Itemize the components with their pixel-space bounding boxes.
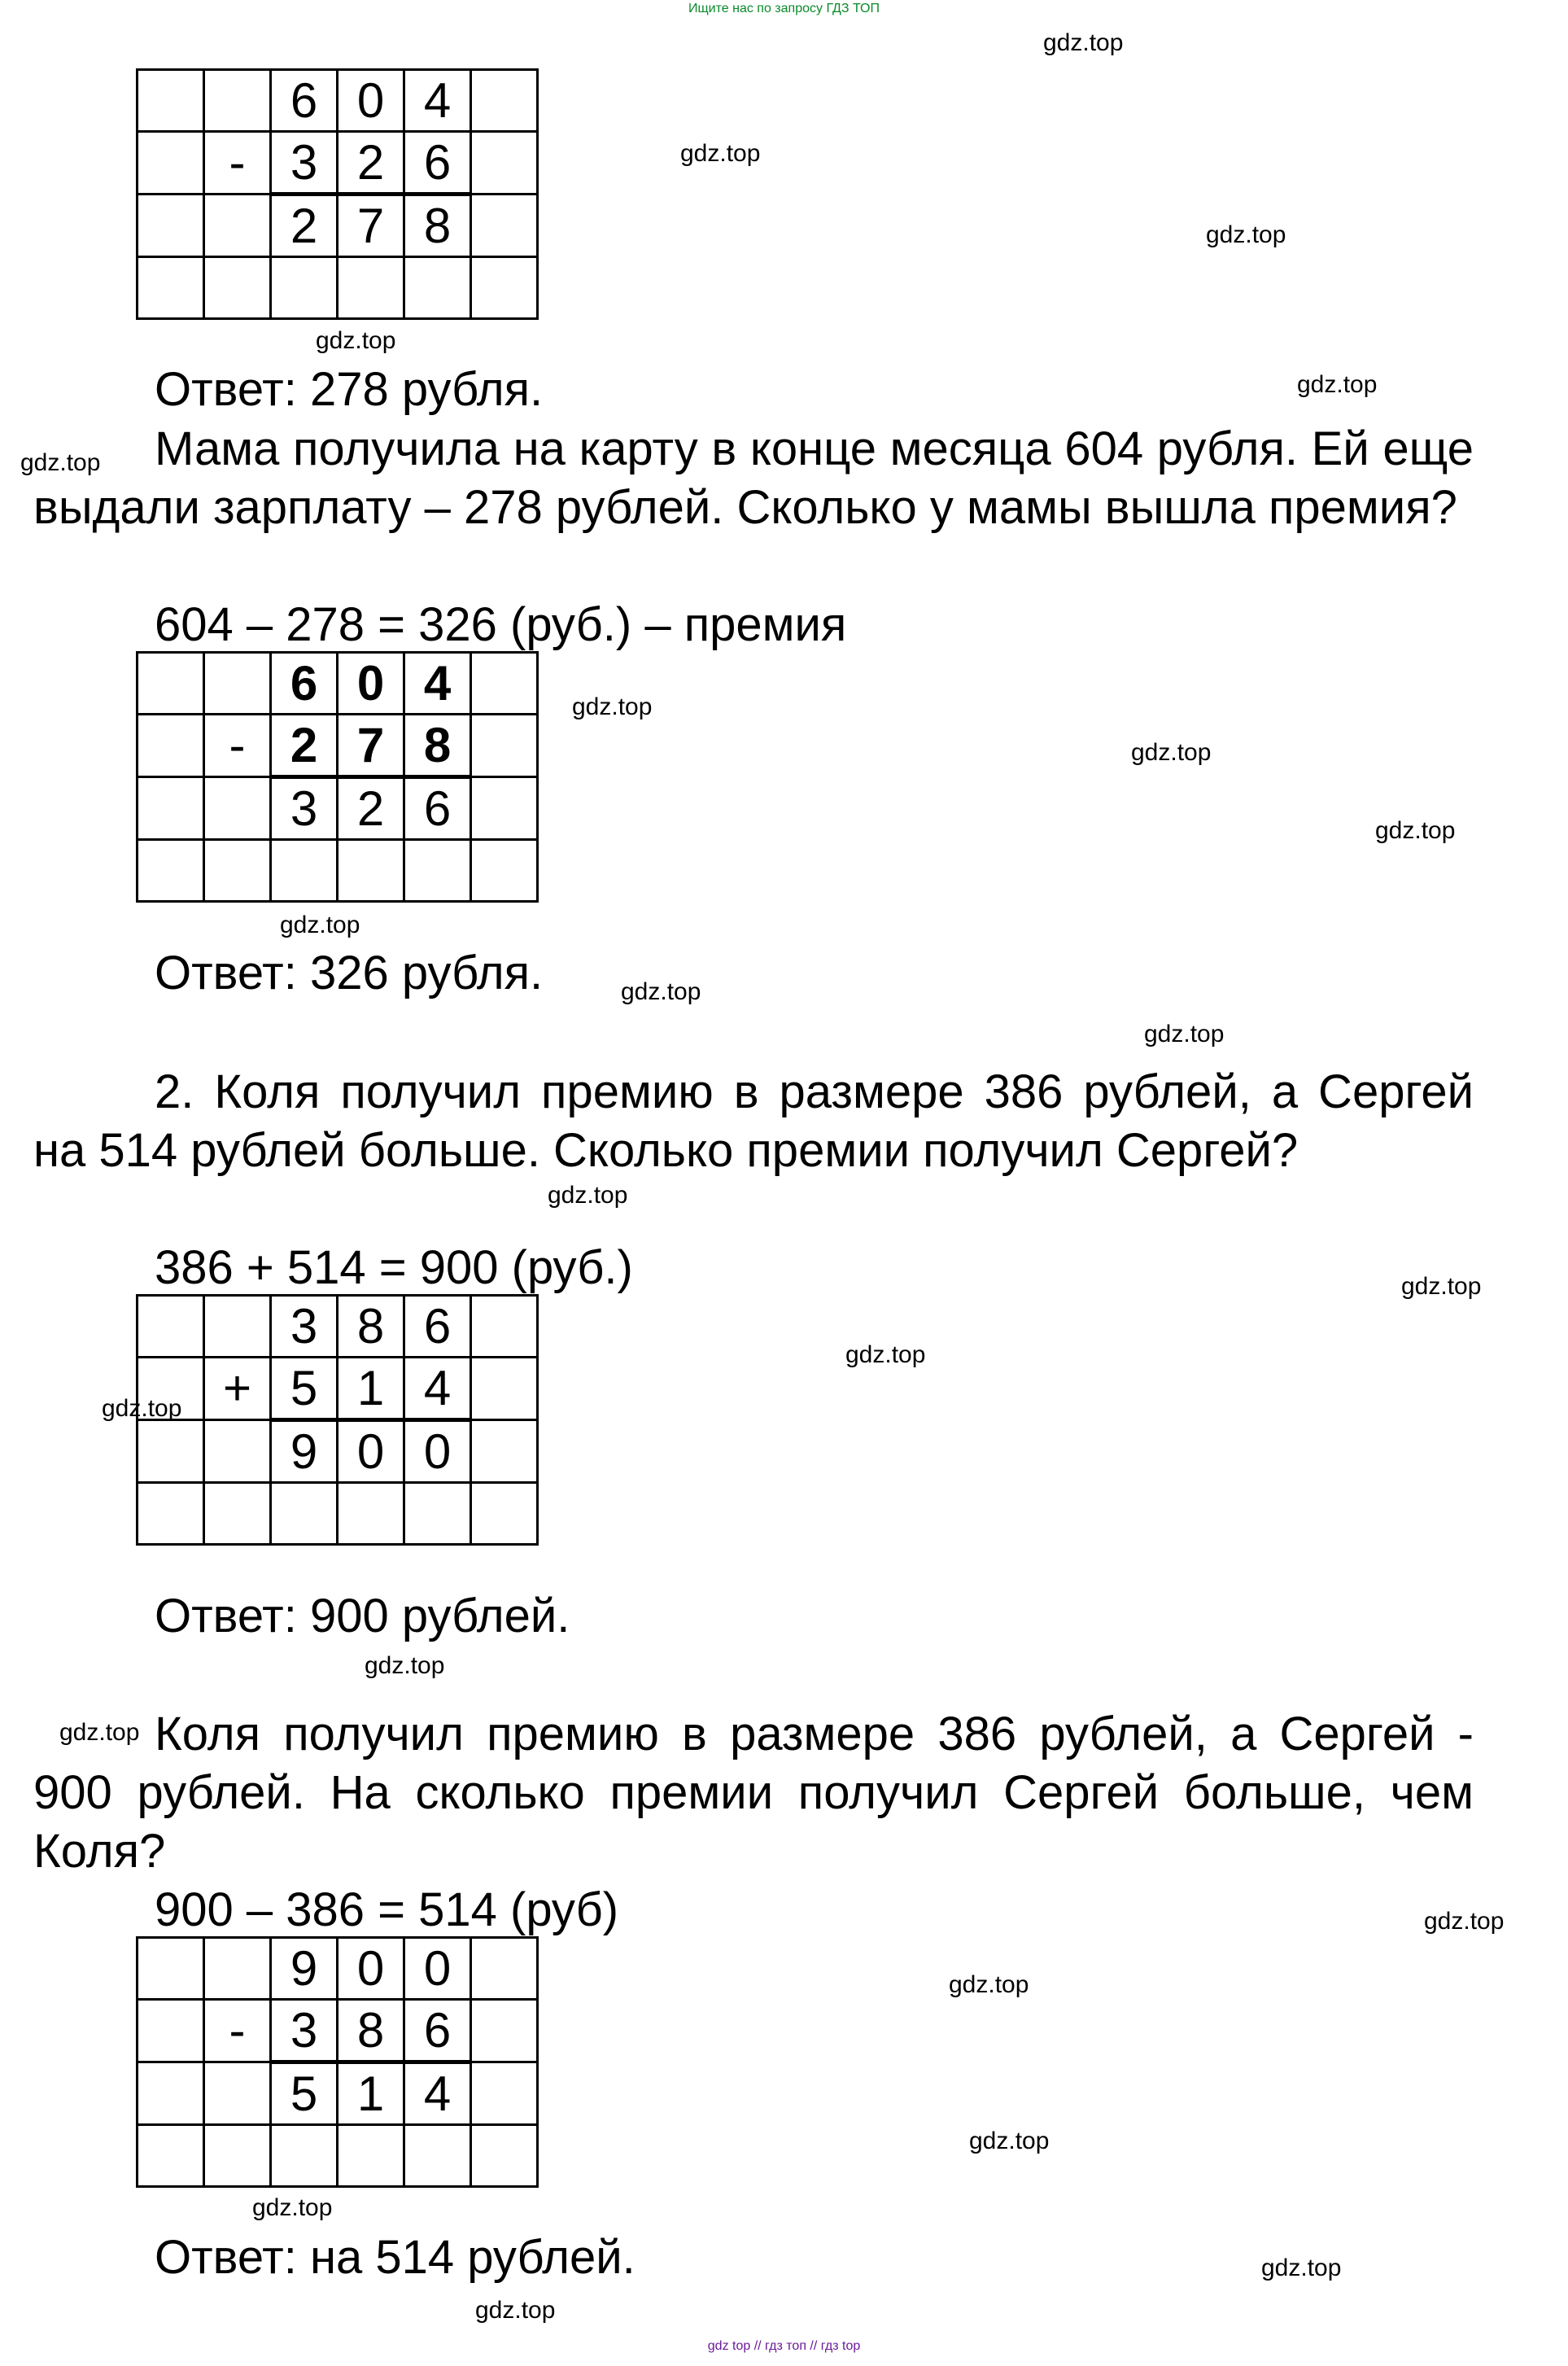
grid-cell [471,257,538,319]
grid-cell [138,1938,204,2000]
grid-cell [204,2062,271,2125]
watermark: gdz.top [365,1652,445,1679]
digit: 0 [404,1938,471,2000]
grid-cell [204,777,271,840]
answer-2: Ответ: 900 рублей. [155,1590,570,1642]
grid-cell [471,1358,538,1420]
operator-sign: - [204,132,271,195]
digit: 2 [271,195,338,257]
digit: 4 [404,1358,471,1420]
grid-cell [338,257,404,319]
watermark: gdz.top [1424,1908,1505,1935]
watermark: gdz.top [1375,817,1456,844]
digit: 3 [271,132,338,195]
grid-cell [138,195,204,257]
grid-cell [338,1483,404,1545]
digit: 7 [338,195,404,257]
grid-cell [471,1483,538,1545]
grid-cell [471,2062,538,2125]
grid-cell [138,715,204,777]
watermark: gdz.top [969,2128,1050,2154]
equation-1b: 604 – 278 = 326 (руб.) – премия [155,598,847,651]
grid-cell [471,1938,538,2000]
digit: 5 [271,2062,338,2125]
digit: 6 [404,132,471,195]
grid-cell [471,715,538,777]
grid-cell [271,840,338,902]
digit: 6 [271,70,338,132]
grid-cell [138,1420,204,1483]
grid-cell [404,2125,471,2187]
digit: 1 [338,1358,404,1420]
watermark: gdz.top [280,912,360,938]
digit: 0 [338,653,404,715]
grid-cell [471,1420,538,1483]
grid-cell [471,653,538,715]
grid-cell [138,2000,204,2062]
grid-cell [404,257,471,319]
grid-cell [404,1483,471,1545]
grid-cell [471,1296,538,1358]
grid-cell [138,653,204,715]
digit: 8 [338,2000,404,2062]
digit: 9 [271,1420,338,1483]
grid-cell [204,195,271,257]
operator-sign: - [204,2000,271,2062]
digit: 9 [271,1938,338,2000]
digit: 6 [404,777,471,840]
watermark: gdz.top [475,2297,556,2324]
digit: 6 [404,2000,471,2062]
digit: 8 [404,195,471,257]
digit: 1 [338,2062,404,2125]
grid-cell [138,2125,204,2187]
grid-cell [338,2125,404,2187]
grid-cell [471,70,538,132]
grid-cell [271,257,338,319]
digit: 0 [338,1938,404,2000]
watermark: gdz.top [548,1182,628,1209]
operator-sign: - [204,715,271,777]
grid-cell [471,840,538,902]
grid-cell [204,70,271,132]
equation-2: 386 + 514 = 900 (руб.) [155,1241,633,1294]
watermark: gdz.top [1131,739,1212,766]
grid-cell [204,1938,271,2000]
watermark: gdz.top [1401,1273,1482,1300]
grid-cell [271,1483,338,1545]
digit: 6 [404,1296,471,1358]
digit: 0 [338,1420,404,1483]
digit: 8 [404,715,471,777]
grid-cell [204,2125,271,2187]
digit: 4 [404,2062,471,2125]
grid-cell [138,1483,204,1545]
watermark: gdz.top [1206,221,1286,248]
grid-cell [204,840,271,902]
equation-2b: 900 – 386 = 514 (руб) [155,1883,619,1936]
digit: 6 [271,653,338,715]
digit: 4 [404,653,471,715]
problem-2: 2. Коля получил премию в размере 386 рублей, а Сергей на 514 рублей больше. Сколько премии получил Сергей? [33,1065,1474,1177]
grid-cell [204,257,271,319]
watermark: gdz.top [20,449,101,476]
watermark: gdz.top [680,140,761,167]
grid-cell [138,2062,204,2125]
watermark: gdz.top [1297,371,1378,398]
watermark: gdz.top [845,1341,926,1368]
grid-cell [404,840,471,902]
watermark: gdz.top [572,693,653,720]
digit: 2 [338,777,404,840]
digit: 8 [338,1296,404,1358]
operator-sign: + [204,1358,271,1420]
digit: 4 [404,70,471,132]
digit: 2 [338,132,404,195]
grid-cell [271,2125,338,2187]
watermark: gdz.top [621,978,701,1005]
grid-cell [471,195,538,257]
grid-cell [138,132,204,195]
digit: 0 [404,1420,471,1483]
digit: 3 [271,2000,338,2062]
column-addition-grid [136,1294,539,1546]
grid-cell [138,840,204,902]
grid-cell [204,653,271,715]
watermark: gdz.top [102,1395,182,1422]
grid-cell [471,777,538,840]
problem-2b: Коля получил премию в размере 386 рублей, а Сергей - 900 рублей. На сколько премии получил Сергей больше, чем Коля? [33,1708,1474,1878]
column-subtraction-grid-3 [136,1936,539,2188]
digit: 7 [338,715,404,777]
answer-1: Ответ: 278 рубля. [155,363,544,416]
grid-cell [138,777,204,840]
grid-cell [138,70,204,132]
watermark: gdz.top [1261,2254,1342,2281]
digit: 3 [271,1296,338,1358]
bottom-banner: gdz top // гдз топ // гдз top [707,2339,861,2353]
column-subtraction-grid-1 [136,68,539,320]
watermark: gdz.top [316,327,396,354]
watermark: gdz.top [59,1719,140,1746]
grid-cell [138,257,204,319]
grid-cell [138,1296,204,1358]
grid-cell [204,1483,271,1545]
digit: 2 [271,715,338,777]
watermark: gdz.top [1144,1021,1225,1047]
answer-2b: Ответ: на 514 рублей. [155,2231,635,2284]
grid-cell [471,2000,538,2062]
digit: 3 [271,777,338,840]
watermark: gdz.top [1043,29,1124,56]
watermark: gdz.top [252,2194,333,2221]
watermark: gdz.top [949,1971,1029,1998]
grid-cell [471,2125,538,2187]
problem-1b: Мама получила на карту в конце месяца 604 рубля. Ей еще выдали зарплату – 278 рублей. Сколько у мамы вышла премия? [33,422,1474,534]
digit: 5 [271,1358,338,1420]
column-subtraction-grid-2 [136,651,539,903]
grid-cell [204,1420,271,1483]
digit: 0 [338,70,404,132]
top-banner: Ищите нас по запросу ГДЗ ТОП [688,2,880,15]
grid-cell [338,840,404,902]
grid-cell [471,132,538,195]
answer-1b: Ответ: 326 рубля. [155,947,544,999]
grid-cell [204,1296,271,1358]
